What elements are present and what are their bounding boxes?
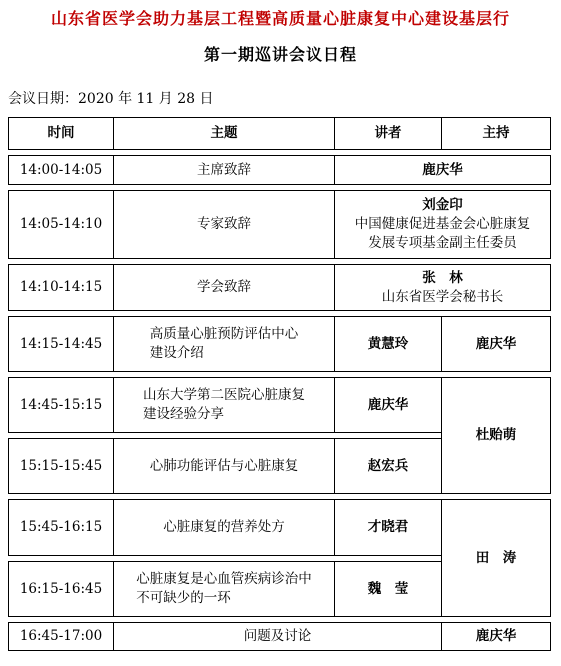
row-topic: 专家致辞 bbox=[114, 191, 335, 259]
row-topic bbox=[114, 562, 335, 617]
schedule-table bbox=[8, 117, 551, 651]
table-row bbox=[9, 317, 551, 372]
row-speaker: 黄慧玲 bbox=[335, 317, 442, 372]
row-host: 鹿庆华 bbox=[442, 317, 551, 372]
row-time: 14:05-14:10 bbox=[9, 191, 114, 259]
table-row bbox=[9, 623, 551, 651]
topic-line: 建设经验分享 bbox=[143, 406, 224, 422]
row-speaker bbox=[335, 265, 551, 311]
row-topic: 学会致辞 bbox=[114, 265, 335, 311]
table-row bbox=[9, 191, 551, 259]
table-row bbox=[9, 378, 551, 433]
row-speaker: 鹿庆华 bbox=[335, 156, 551, 185]
row-time: 16:15-16:45 bbox=[9, 562, 114, 617]
row-speaker: 魏 莹 bbox=[335, 562, 442, 617]
row-speaker: 鹿庆华 bbox=[335, 378, 442, 433]
title-line-2: 第一期巡讲会议日程 bbox=[203, 45, 357, 64]
table-header-row bbox=[9, 118, 551, 150]
table-row bbox=[9, 156, 551, 185]
speaker-title: 中国健康促进基金会心脏康复 bbox=[354, 216, 531, 232]
row-topic: 主席致辞 bbox=[114, 156, 335, 185]
header-time: 时间 bbox=[9, 118, 114, 150]
header-host: 主持 bbox=[442, 118, 551, 150]
header-speaker: 讲者 bbox=[335, 118, 442, 150]
speaker-name: 刘金印 bbox=[422, 197, 463, 213]
topic-line: 不可缺少的一环 bbox=[136, 590, 231, 606]
row-time: 16:45-17:00 bbox=[9, 623, 114, 651]
speaker-title: 发展专项基金副主任委员 bbox=[368, 235, 517, 251]
table-row bbox=[9, 500, 551, 556]
row-time: 14:00-14:05 bbox=[9, 156, 114, 185]
row-speaker: 赵宏兵 bbox=[335, 439, 442, 494]
row-speaker: 才晓君 bbox=[335, 500, 442, 556]
row-host: 杜贻萌 bbox=[442, 378, 551, 494]
row-speaker bbox=[335, 191, 551, 259]
row-time: 14:15-14:45 bbox=[9, 317, 114, 372]
meeting-date: 会议日期：2020 年 11 月 28 日 bbox=[8, 91, 214, 107]
row-topic bbox=[114, 378, 335, 433]
table-row bbox=[9, 265, 551, 311]
row-topic: 问题及讨论 bbox=[114, 623, 442, 651]
row-host: 田 涛 bbox=[442, 500, 551, 617]
row-host: 鹿庆华 bbox=[442, 623, 551, 651]
title-line-1: 山东省医学会助力基层工程暨高质量心脏康复中心建设基层行 bbox=[50, 9, 510, 28]
topic-line: 山东大学第二医院心脏康复 bbox=[143, 387, 305, 403]
header-topic: 主题 bbox=[114, 118, 335, 150]
row-time: 15:45-16:15 bbox=[9, 500, 114, 556]
topic-line: 建设介绍 bbox=[149, 345, 204, 361]
row-time: 15:15-15:45 bbox=[9, 439, 114, 494]
topic-line: 高质量心脏预防评估中心 bbox=[149, 326, 299, 342]
row-topic: 心肺功能评估与心脏康复 bbox=[114, 439, 335, 494]
row-time: 14:10-14:15 bbox=[9, 265, 114, 311]
speaker-name: 张 林 bbox=[422, 269, 463, 286]
topic-line: 心脏康复是心血管疾病诊治中 bbox=[136, 571, 312, 587]
row-topic bbox=[114, 317, 335, 372]
row-topic: 心脏康复的营养处方 bbox=[114, 500, 335, 556]
row-time: 14:45-15:15 bbox=[9, 378, 114, 433]
speaker-title: 山东省医学会秘书长 bbox=[381, 288, 504, 305]
